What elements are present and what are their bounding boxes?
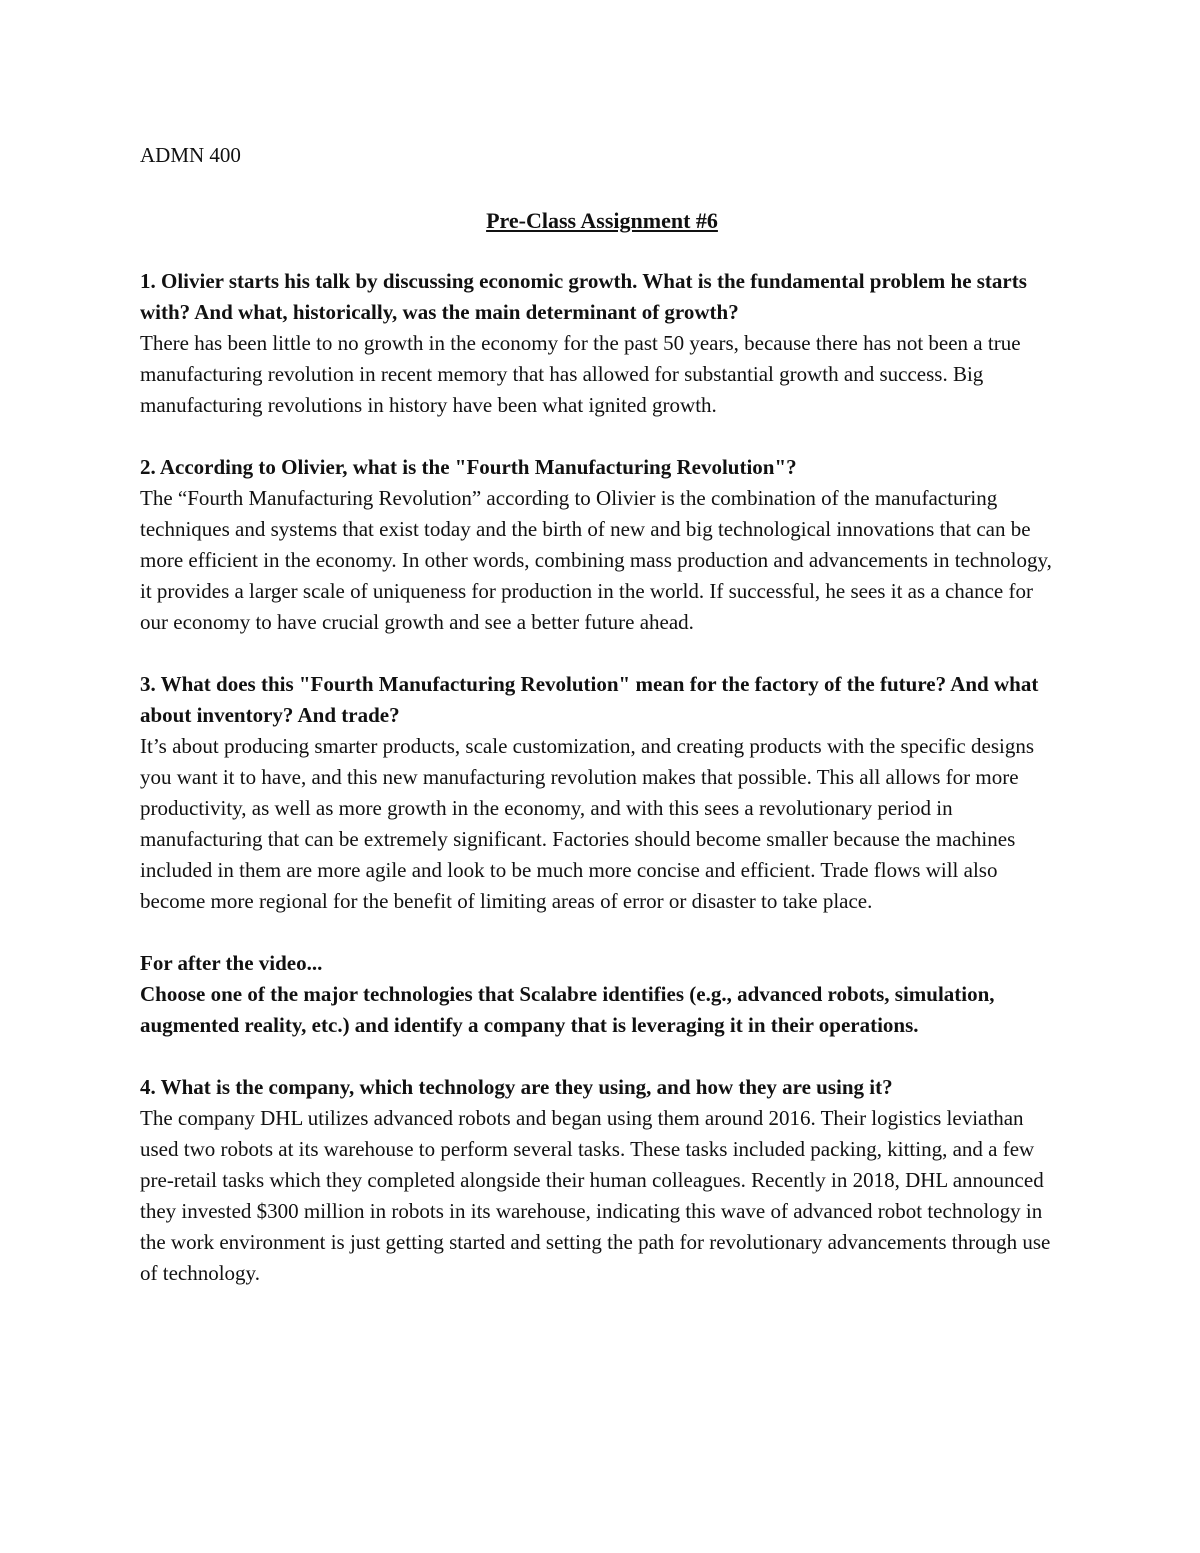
section-3 (140, 669, 1064, 917)
after-video-heading: For after the video... (140, 951, 323, 975)
assignment-title: Pre-Class Assignment #6 (486, 208, 718, 233)
course-code: ADMN 400 (140, 143, 241, 167)
after-video-instruction: Choose one of the major technologies that Scalabre identifies (e.g., advanced robots, simulation, augmented reality, etc.) and identify a company that is leveraging it in their operations. (140, 982, 995, 1037)
question-4: 4. What is the company, which technology are they using, and how they are using it? (140, 1075, 893, 1099)
section-1 (140, 266, 1064, 421)
question-1: 1. Olivier starts his talk by discussing economic growth. What is the fundamental problem he starts with? And what, historically, was the main determinant of growth? (140, 269, 1027, 324)
answer-4: The company DHL utilizes advanced robots and began using them around 2016. Their logistics leviathan used two robots at its warehouse to perform several tasks. These tasks included packing, kitting, and a few pre-retail tasks which they completed alongside their human colleagues. Recently in 2018, DHL announced they invested $300 million in robots in its warehouse, indicating this wave of advanced robot technology in the work environment is just getting started and setting the path for revolutionary advancements through use of technology. (140, 1106, 1051, 1285)
document-page (140, 140, 1064, 1320)
answer-1: There has been little to no growth in the economy for the past 50 years, because there has not been a true manufacturing revolution in recent memory that has allowed for substantial growth and success. Big manufacturing revolutions in history have been what ignited growth. (140, 331, 1021, 417)
after-video-section (140, 948, 1064, 1041)
question-3: 3. What does this "Fourth Manufacturing Revolution" mean for the factory of the future? And what about inventory? And trade? (140, 672, 1039, 727)
section-2 (140, 452, 1064, 638)
answer-2: The “Fourth Manufacturing Revolution” according to Olivier is the combination of the manufacturing techniques and systems that exist today and the birth of new and big technological innovations that can be more efficient in the economy. In other words, combining mass production and advancements in technology, it provides a larger scale of uniqueness for production in the world. If successful, he sees it as a chance for our economy to have crucial growth and see a better future ahead. (140, 486, 1052, 634)
answer-3: It’s about producing smarter products, scale customization, and creating products with the specific designs you want it to have, and this new manufacturing revolution makes that possible. This all allows for more productivity, as well as more growth in the economy, and with this sees a revolutionary period in manufacturing that can be extremely significant. Factories should become smaller because the machines included in them are more agile and look to be much more concise and efficient. Trade flows will also become more regional for the benefit of limiting areas of error or disaster to take place. (140, 734, 1035, 913)
section-4 (140, 1072, 1064, 1289)
question-2: 2. According to Olivier, what is the "Fourth Manufacturing Revolution"? (140, 455, 797, 479)
